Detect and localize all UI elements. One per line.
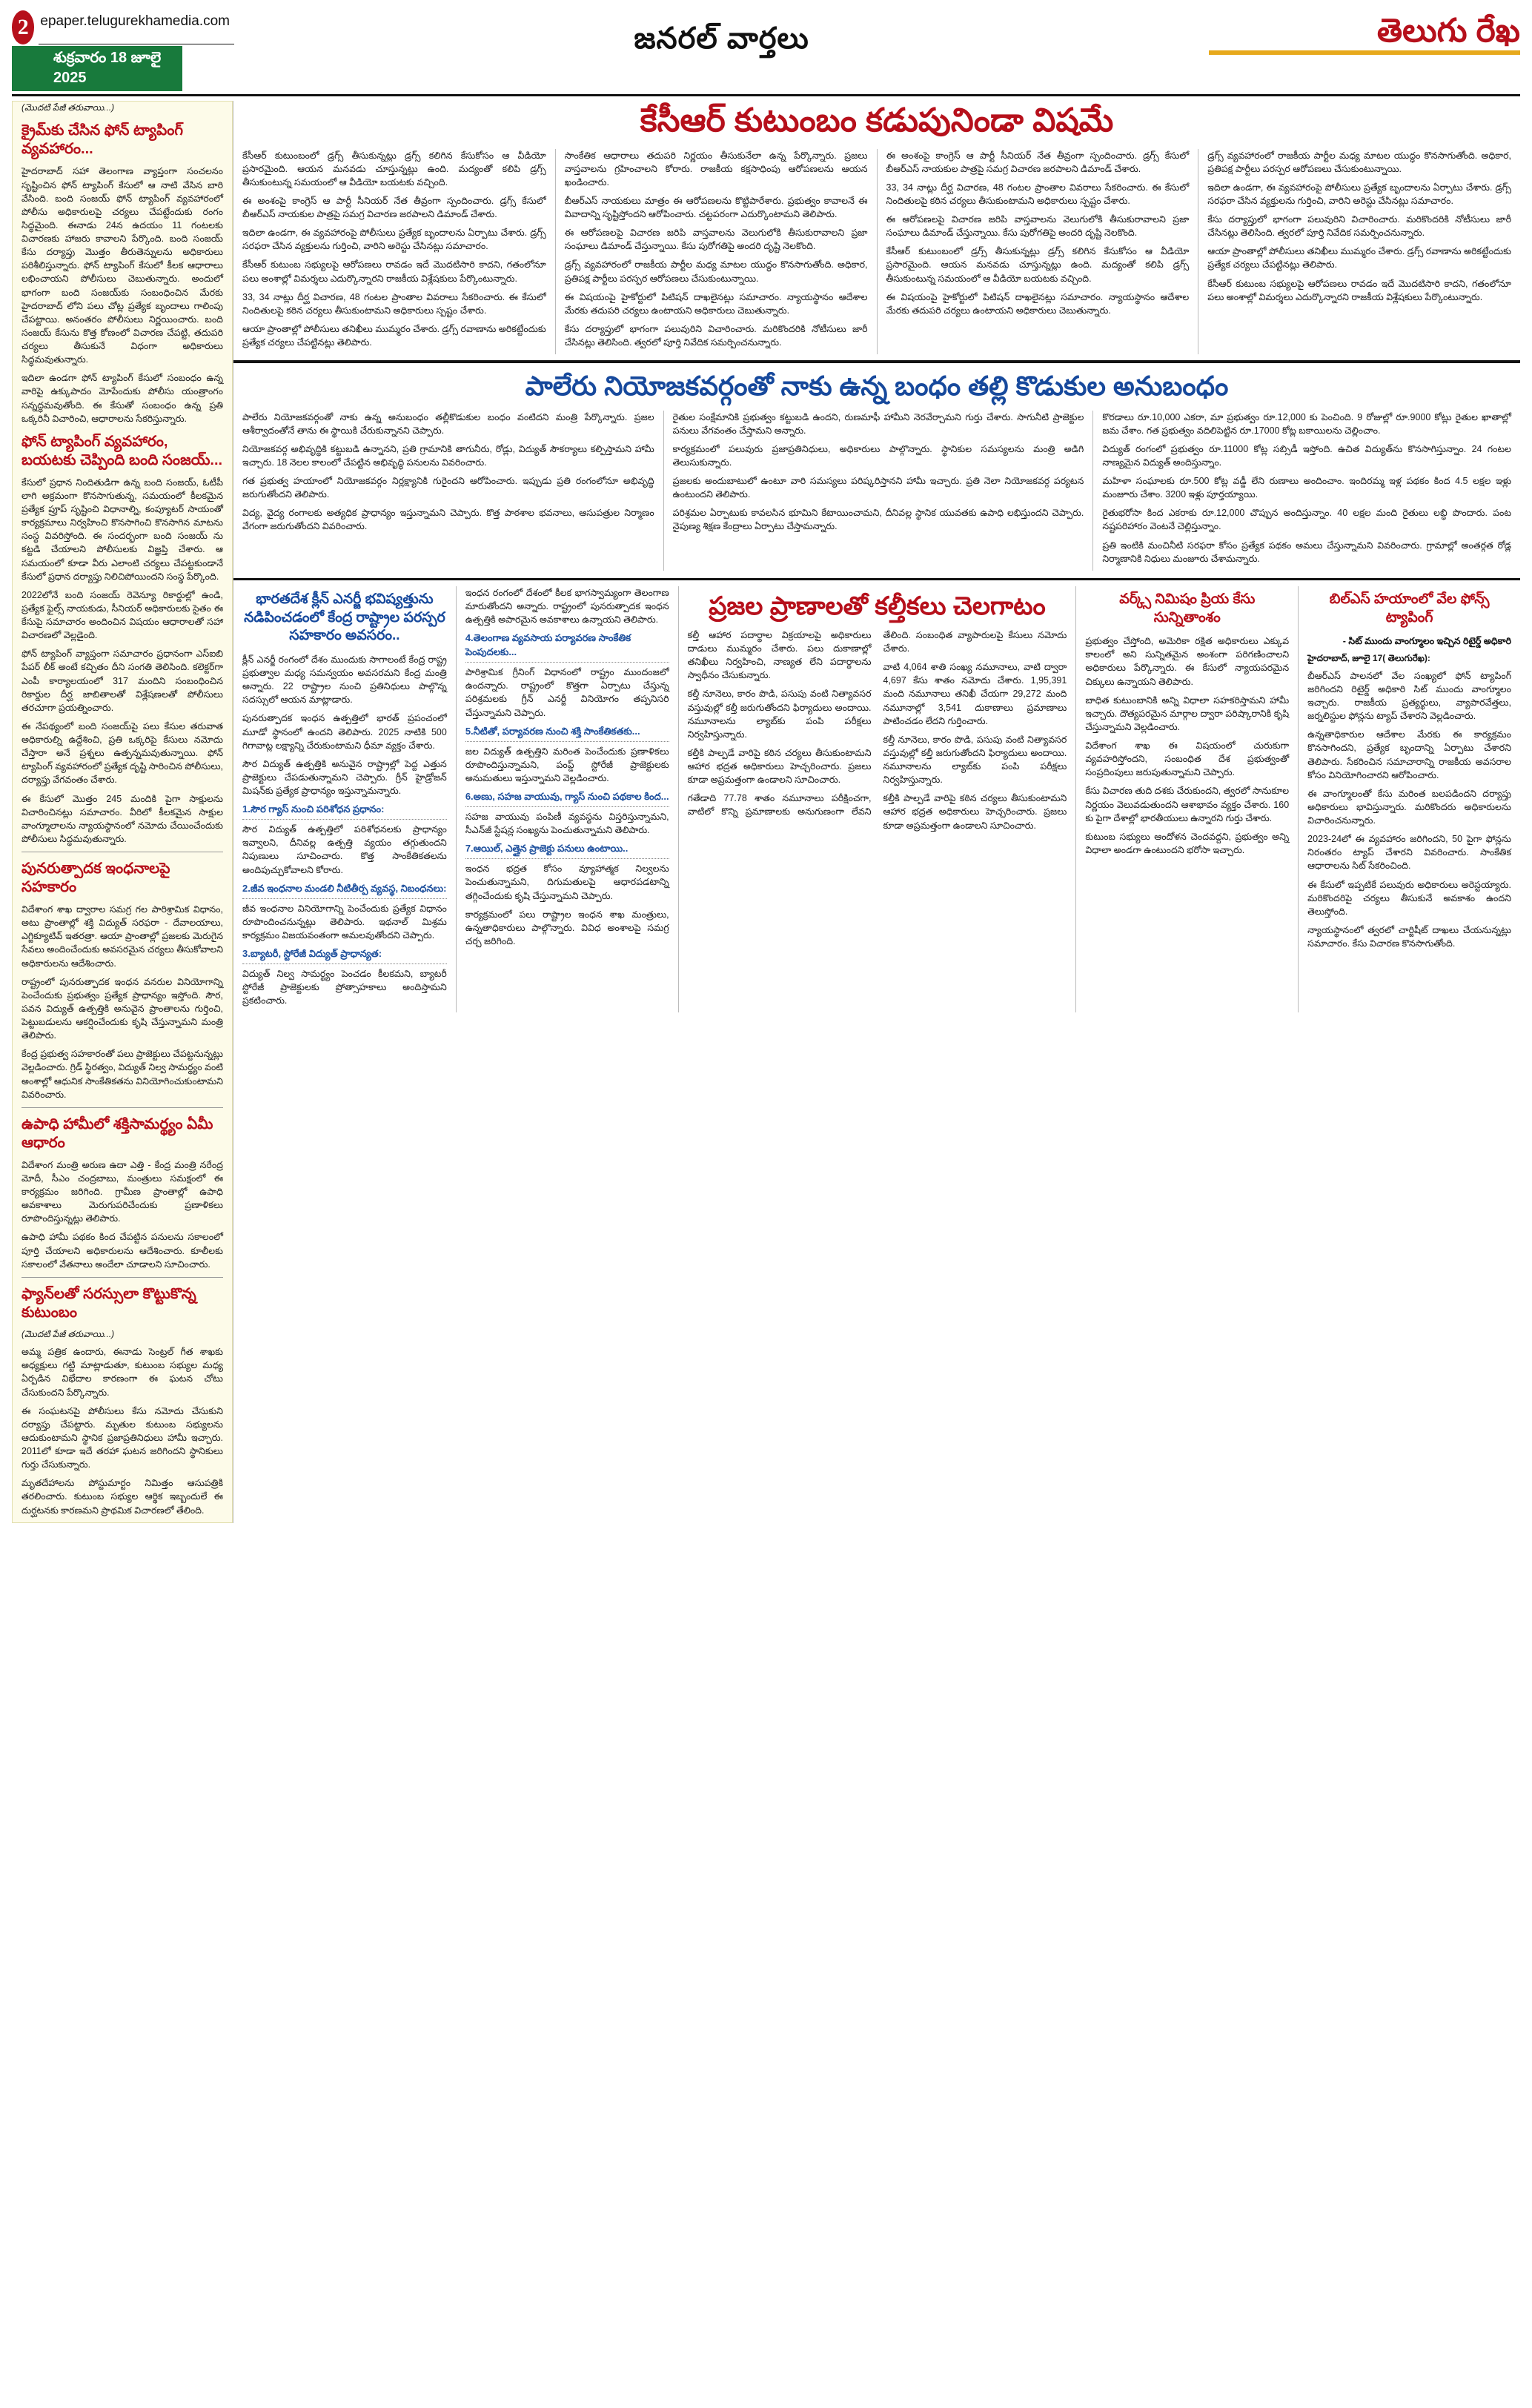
paragraph: కేసీఆర్ కుటుంబంలో డ్రగ్స్ తీసుకున్నట్లు డ్రగ్స్ కలిగిన కేసుకోసం ఆ వీడియో ప్రసారమైంది. ఆయన మనవడు చూస్తున్నట్లు ఉంది. మద్యంతో కలిపి డ్రగ్స్ తీసుకుంటున్న సమయంలో ఆ వీడియో బయటకు వచ్చింది. [242,150,546,188]
paragraph: ఆయా ప్రాంతాల్లో పోలీసులు తనిఖీలు ముమ్మరం చేశారు. డ్రగ్స్ రవాణాను అరికట్టేందుకు ప్రత్యేక చర్యలు చేపట్టినట్లు తెలిపారు. [242,323,546,348]
page-number-badge: 2 [12,10,34,44]
bullet-heading-4: 4.తెలంగాణ వ్యవసాయ పర్యావరణ సాంకేతిక పెంపుదలకు... [465,632,669,663]
paragraph: కేసు దర్యాప్తులో భాగంగా పలువురిని విచారించారు. మరికొందరికి నోటీసులు జారీ చేసినట్లు తెలిసింది. త్వరలో పూర్తి నివేదిక సమర్పించనున్నారు. [1207,214,1511,239]
section-divider-2 [233,578,1520,580]
paragraph: జీవ ఇంధనాల వినియోగాన్ని పెంచేందుకు ప్రత్యేక విధానం రూపొందించనున్నట్లు తెలిపారు. ఇథనాల్ మిశ్రమ కార్యక్రమం విజయవంతంగా అమలవుతోందని చెప్పారు. [242,903,447,941]
paragraph: ఈ కేసులో ఇప్పటికే పలువురు అధికారులు అరెస్టయ్యారు. మరికొందరిపై చర్యలు తీసుకునే అవకాశం ఉందని తెలుస్తోంది. [1307,879,1511,917]
lead-col-1 [233,149,555,355]
article-headline-phone-tapping: క్రైమ్‌కు చేసిన ఫోన్ ట్యాపింగ్ వ్యవహారం... [21,122,184,158]
dateline: హైదరాబాద్, జూలై 17( తెలుగురేఖ): [1307,653,1430,664]
edition-date: శుక్రవారం 18 జూలై 2025 [12,46,182,91]
paragraph: కొరడాలు రూ.10,000 ఎకరా, మా ప్రభుత్వం రూ.12,000 కు పెంచింది. 9 రోజుల్లో రూ.9000 కోట్లు రైతుల ఖాతాల్లో జమ చేశాం. గత ప్రభుత్వం వదిలిపెట్టిన రూ.17000 కోట్ల బకాయిలను చెల్లించాం. [1102,411,1512,436]
paragraph: రైతుభరోసా కింద ఎకరాకు రూ.12,000 చొప్పున అందిస్తున్నాం. 40 లక్షల మంది రైతులు లబ్ధి పొందారు. పంట నష్టపరిహారం వెంటనే చెల్లిస్తున్నాం. [1102,508,1512,532]
paragraph: సాంకేతిక ఆధారాలు తదుపరి నిర్ణయం తీసుకునేలా ఉన్న పేర్కొన్నారు. ప్రజలు వాస్తవాలను గ్రహించాలని కోరారు. రాజకీయ కక్షసాధింపు ఆరోపణలను ఆయన ఖండించారు. [564,150,868,188]
section-title: జనరల్ వార్తలు [634,22,809,55]
paragraph: ఈ విషయంపై హైకోర్టులో పిటిషన్ దాఖలైనట్లు సమాచారం. న్యాయస్థానం ఆదేశాల మేరకు తదుపరి చర్యలు ఉంటాయని అధికారులు చెబుతున్నారు. [564,291,868,316]
paragraph: ఫోన్ ట్యాపింగ్ వ్యాప్తంగా సమాచారం ప్రధానంగా ఎస్‌ఐబి పేపర్ లీక్ అంటే కచ్చితం దీని సంగతి తెలిసింది. కలెక్టర్‌గా ఎంపీ కార్యాలయంలో 317 మందిని సంబంధించిన రికార్డుల దీర్ఘ జాబితాలతో విశ్లేషణలతో పోలీసులు తరచూగా ప్రయత్నించారు. [21,649,223,713]
page-content [12,101,1520,1523]
adulteration-article [678,586,1076,1013]
divider [21,1277,223,1278]
adulteration-headline: ప్రజల ప్రాణాలతో కల్తీకలు చెలగాటం [709,591,1046,620]
paragraph: ప్రభుత్వం చేస్తోంది, అమెరికా రక్షిత అధికారులు ఎక్కువ కాలంలో అని సున్నితమైన అంశంగా పరిగణించాలని అధికారులు పేర్కొన్నారు. ఈ కేసులో న్యాయపరమైన చిక్కులు ఉన్నాయని తెలిపారు. [1085,636,1290,687]
epaper-url[interactable]: epaper.telugurekhamedia.com [39,10,234,44]
paragraph: కేసులో ప్రధాన నిందితుడిగా ఉన్న బంది సంజయ్, ఓటీపీ లాగి అక్రమంగా కొనసాగుతున్న, సమయంలో కీలకమైన ప్రత్యేక ప్రూప్ సృష్టించి విధానాల్ని, కంప్యూటర్ సాయంతో కార్యక్రమాలు నిర్వహించి కొనసాగించి కొనసాగిన మాటను సంస్థ వివరిస్తోంది. ఈ సందర్భంగా బంది సంజయ్ ను కట్టడి చేయాలని పోలీసులకు విజ్ఞప్తి చేశారు. ఆ సమయంలో కూడా వీరు ఎలాంటి చర్యలు చేపట్టకుండానే కేసులో ప్రధాన దర్యాప్తు నిలిచిపోయిందని సంస్థ పేర్కొంది. [21,477,223,582]
paragraph: 33, 34 నాట్లు దీర్ఘ విచారణ, 48 గంటల ప్రాంతాల వివరాలు సేకరించారు. ఈ కేసులో నిందితులపై కఠిన చర్యలు తీసుకుంటామని అధికారులు స్పష్టం చేశారు. [242,291,546,316]
paragraph: ఉపాధి హామీ పథకం కింద చేపట్టిన పనులను సకాలంలో పూర్తి చేయాలని అధికారులను ఆదేశించారు. కూలీలకు సకాలంలో వేతనాలు అందేలా చూడాలని సూచించారు. [21,1232,223,1270]
brand-logo: తెలుగు రేఖ [1376,13,1520,49]
article-headline-employment-guarantee: ఉపాధి హామీలో శక్తిసామర్థ్యం ఏమీ ఆధారం [21,1115,213,1151]
paragraph: ఇదిలా ఉండగా, ఈ వ్యవహారంపై పోలీసులు ప్రత్యేక బృందాలను ఏర్పాటు చేశారు. డ్రగ్స్ సరఫరా చేసిన వ్యక్తులను గుర్తించి, వారిని అరెస్టు చేసినట్లు సమాచారం. [242,228,546,252]
divider [21,1107,223,1108]
mid-section [233,586,1520,1013]
paragraph: కేంద్ర ప్రభుత్వ సహకారంతో పలు ప్రాజెక్టులు చేపట్టనున్నట్లు వెల్లడించారు. గ్రిడ్ స్థిరత్వం, విద్యుత్ నిల్వ సామర్థ్యం వంటి అంశాల్లో ఆధునిక సాంకేతికతను వినియోగించుకుంటామని వివరించారు. [21,1049,223,1100]
bullet-heading-6: 6.అణు, సహజ వాయువు, గ్యాస్ నుంచి పథకాల కింద... [465,791,669,807]
paragraph: జల విద్యుత్ ఉత్పత్తిని మరింత పెంచేందుకు ప్రణాళికలు రూపొందిస్తున్నామని, పంప్డ్ స్టోరేజీ ప్రాజెక్టులకు అనుమతులు ఇస్తున్నామని వెల్లడించారు. [465,746,669,783]
paragraph: విదేశాంగ శాఖ ద్వారాల సమగ్ర గల పారిశ్రామిక విధానం, అటు ప్రాంతాల్లో శక్తి విద్యుత్ సరఫరా - దేవాలయాలు, ఎగ్జిక్యూటివ్ ఇతరత్రా. ఆయా ప్రాంతాల్లో ప్రజలకు మెరుగైన సేవలు అందించేందుకు అవసరమైన చర్యలు తీసుకోవాలని అధికారులను ఆదేశించారు. [21,904,223,969]
paragraph: ఇంధన రంగంలో దేశంలో కీలక భాగస్వామ్యంగా తెలంగాణ మారుతోందని అన్నారు. రాష్ట్రంలో పునరుత్పాదక ఇంధన ఉత్పత్తికి అపారమైన అవకాశాలు ఉన్నాయని తెలిపారు. [465,587,669,626]
paragraph: ఈ అంశంపై కాంగ్రెస్ ఆ పార్టీ సీనియర్ నేత తీవ్రంగా స్పందించారు. డ్రగ్స్ కేసులో బీఆర్ఎస్ నాయకుల పాత్రపై సమగ్ర విచారణ జరపాలని డిమాండ్ చేశారు. [886,150,1190,174]
second-col-3 [1092,411,1520,571]
paragraph: కేసు దర్యాప్తులో భాగంగా పలువురిని విచారించారు. మరికొందరికి నోటీసులు జారీ చేసినట్లు తెలిసింది. త్వరలో పూర్తి నివేదిక సమర్పించనున్నారు. [564,323,868,348]
paragraph: పాలేరు నియోజకవర్గంతో నాకు ఉన్న అనుబంధం తల్లీకొడుకుల బంధం వంటిదని మంత్రి పేర్కొన్నారు. ప్రజల ఆశీర్వాదంతోనే తాను ఈ స్థాయికి చేరుకున్నానని చెప్పారు. [242,411,654,436]
bullet-heading-1: 1.సౌర గ్యాస్ నుంచి పరిశోధన ప్రధానం: [242,803,447,820]
paragraph: అమ్మ పత్రిక ఉందారు, ఈనాడు సెంట్రల్ గీత శాఖకు అధ్యక్షులు గట్టి మాట్లాడుతూ, కుటుంబ సభ్యుల మధ్య ఏర్పడిన విభేదాల కారణంగా ఈ ఘటన చోటు చేసుకుందని పేర్కొన్నారు. [21,1347,223,1398]
lead-col-3 [877,149,1198,355]
adulteration-body [688,628,1067,832]
paragraph: కల్తీ ఆహార పదార్థాల విక్రయాలపై అధికారులు దాడులు ముమ్మరం చేశారు. పలు దుకాణాల్లో తనిఖీలు నిర్వహించి, నాణ్యత లేని పదార్థాలను స్వాధీనం చేసుకున్నారు. [687,629,872,681]
paragraph: ఈ సంఘటనపై పోలీసులు కేసు నమోదు చేసుకుని దర్యాప్తు చేపట్టారు. మృతుల కుటుంబ సభ్యులను ఆదుకుంటామని స్థానిక ప్రజాప్రతినిధులు హామీ ఇచ్చారు. 2011లో కూడా ఇదే తరహా ఘటన జరిగిందని స్థానికులు గుర్తు చేసుకున్నారు. [21,1405,223,1470]
paragraph: మహిళా సంఘాలకు రూ.500 కోట్ల వడ్డీ లేని రుణాలు అందించాం. ఇందిరమ్మ ఇళ్ల పథకం కింద 4.5 లక్షల ఇళ్లు మంజూరు చేశాం. 3200 ఇళ్లు పూర్తయ్యాయి. [1102,476,1512,500]
paragraph: కల్తీ నూనెలు, కారం పొడి, పసుపు వంటి నిత్యావసర వస్తువుల్లో కల్తీ జరుగుతోందని ఫిర్యాదులు అందాయి. నమూనాలను ల్యాబ్‌కు పంపి పరీక్షలు నిర్వహిస్తున్నారు. [687,689,872,740]
paragraph: 2023-24లో ఈ వ్యవహారం జరిగిందని, 50 పైగా ఫోన్లను నిరంతరం ట్యాప్ చేశారని వివరించారు. సాంకేతిక ఆధారాలను సిట్ సేకరించింది. [1307,834,1511,872]
bullet-heading-5: 5.నీటితో, పర్యావరణ నుంచి శక్తి సాంకేతికతకు... [465,726,669,742]
paragraph: ఇదిలా ఉండగా, ఈ వ్యవహారంపై పోలీసులు ప్రత్యేక బృందాలను ఏర్పాటు చేశారు. డ్రగ్స్ సరఫరా చేసిన వ్యక్తులను గుర్తించి, వారిని అరెస్టు చేసినట్లు సమాచారం. [1207,182,1511,206]
clean-energy-article [233,586,456,1013]
paragraph: ఈ ఆరోపణలపై విచారణ జరిపి వాస్తవాలను వెలుగులోకి తీసుకురావాలని ప్రజా సంఘాలు డిమాండ్ చేస్తున్నాయి. కేసు పురోగతిపై అందరి దృష్టి నెలకొంది. [564,228,868,252]
column-left [12,101,233,1523]
paragraph: విద్య, వైద్య రంగాలకు అత్యధిక ప్రాధాన్యం ఇస్తున్నామని చెప్పారు. కొత్త పాఠశాల భవనాలు, ఆసుపత్రుల నిర్మాణం వేగంగా జరుగుతోందని వివరించారు. [242,508,654,532]
paragraph: ఈ విషయంపై హైకోర్టులో పిటిషన్ దాఖలైనట్లు సమాచారం. న్యాయస్థానం ఆదేశాల మేరకు తదుపరి చర్యలు ఉంటాయని అధికారులు చెబుతున్నారు. [886,291,1190,316]
bullet-heading-7: 7.ఆయిల్, ఎత్తైన ప్రాజెక్టు పనులు ఉంటాయి.. [465,843,669,859]
paragraph: సహజ వాయువు పంపిణీ వ్యవస్థను విస్తరిస్తున్నామని, సీఎన్‌జీ స్టేషన్ల సంఖ్యను పెంచుతున్నామని తెలిపారు. [465,812,669,836]
continuation-note: (మొదటి పేజీ తరువాయి...) [21,102,115,113]
paragraph: పరిశ్రమల ఏర్పాటుకు కావలసిన భూమిని కేటాయించామని, దీనివల్ల స్థానిక యువతకు ఉపాధి లభిస్తుందని చెప్పారు. నైపుణ్య శిక్షణ కేంద్రాలు ఏర్పాటు చేస్తామన్నారు. [672,508,1084,532]
paragraph: విదేశాంగ శాఖ ఈ విషయంలో చురుకుగా వ్యవహరిస్తోందని, సంబంధిత దేశ ప్రభుత్వంతో సంప్రదింపులు జరుపుతున్నామని చెప్పారు. [1085,740,1290,778]
paragraph: కల్తీ నూనెలు, కారం పొడి, పసుపు వంటి నిత్యావసర వస్తువుల్లో కల్తీ జరుగుతోందని ఫిర్యాదులు అందాయి. నమూనాలను ల్యాబ్‌కు పంపి పరీక్షలు నిర్వహిస్తున్నారు. [883,734,1067,786]
paragraph: విదేశాంగ మంత్రి అరుణ ఉదా ఎత్తి - కేంద్ర మంత్రి నరేంద్ర మోదీ, సీఎం చంద్రబాబు, మంత్రులు సమక్షంలో ఈ కార్యక్రమం జరిగింది. గ్రామీణ ప్రాంతాల్లో ఉపాధి అవకాశాలు మెరుగుపరిచేందుకు ప్రణాళికలు రూపొందిస్తున్నట్లు తెలిపారు. [21,1159,223,1224]
nimisha-priya-article [1075,586,1298,1013]
paragraph: కుటుంబ సభ్యులు ఆందోళన చెందవద్దని, ప్రభుత్వం అన్ని విధాలా అండగా ఉంటుందని భరోసా ఇచ్చారు. [1085,831,1290,855]
paragraph: కల్తీకి పాల్పడే వారిపై కఠిన చర్యలు తీసుకుంటామని ఆహార భద్రత అధికారులు హెచ్చరించారు. ప్రజలు కూడా అప్రమత్తంగా ఉండాలని సూచించారు. [687,747,872,786]
brand-rule [1209,50,1520,55]
brs-tapping-headline: బిల్‌ఎస్ హయాంలో వేల ఫోన్స్ ట్యాపింగ్ [1329,591,1490,626]
paragraph: విద్యుత్ నిల్వ సామర్థ్యం పెంచడం కీలకమని, బ్యాటరీ స్టోరేజీ ప్రాజెక్టులకు ప్రోత్సాహకాలు అందిస్తామని ప్రకటించారు. [242,969,447,1006]
second-col-2 [663,411,1093,571]
section-title-block [234,10,1209,63]
lead-col-2 [555,149,877,355]
paragraph: బీఆర్ఎస్ నాయకులు మాత్రం ఈ ఆరోపణలను కొట్టిపారేశారు. ప్రభుత్వం కావాలనే ఈ వివాదాన్ని సృష్టిస్తోందని ఆరోపించారు. చట్టపరంగా ఎదుర్కొంటామని తెలిపారు. [564,195,868,220]
paragraph: పారిశ్రామిక గ్రీనింగ్ విధానంలో రాష్ట్రం ముందంజలో ఉందన్నారు. రాష్ట్రంలో కొత్తగా ఏర్పాటు చేస్తున్న పరిశ్రమలకు గ్రీన్ ఎనర్జీ వినియోగం తప్పనిసరి చేస్తున్నామని చెప్పారు. [465,667,669,718]
paragraph: పునరుత్పాదక ఇంధన ఉత్పత్తిలో భారత్ ప్రపంచంలో మూడో స్థానంలో ఉందని తెలిపారు. 2025 నాటికి 500 గిగావాట్ల లక్ష్యాన్ని చేరుకుంటామని ధీమా వ్యక్తం చేశారు. [242,713,447,751]
paragraph: గత ప్రభుత్వ హయాంలో నియోజకవర్గం నిర్లక్ష్యానికి గురైందని ఆరోపించారు. ఇప్పుడు ప్రతి రంగంలోనూ అభివృద్ధి జరుగుతోందని తెలిపారు. [242,476,654,500]
article-headline-renewable-energy: పునరుత్పాదక ఇంధనాలపై సహకారం [21,860,170,896]
paragraph: వాటి 4,064 శాతి సంఖ్య నమూనాలు, వాటి ద్వారా 4,697 కేసు శాతం నమోదు చేశారు. 1,95,391 మంది నమూనాలు తనిఖీ చేయగా 29,272 మంది నమూనాల్లో 3,541 దుకాణాలు ప్రమాణాలు పాటించడం లేదని గుర్తించారు. [883,662,1067,726]
paragraph: కార్యక్రమంలో పలువురు ప్రజాప్రతినిధులు, అధికారులు పాల్గొన్నారు. స్థానికుల సమస్యలను మంత్రి అడిగి తెలుసుకున్నారు. [672,443,1084,468]
paragraph: క్లీన్ ఎనర్జీ రంగంలో దేశం ముందుకు సాగాలంటే కేంద్ర రాష్ట్ర ప్రభుత్వాల మధ్య సమన్వయం అవసరమని కేంద్ర మంత్రి అన్నారు. 22 రాష్ట్రాల నుంచి ప్రతినిధులు పాల్గొన్న సదస్సులో ఆయన మాట్లాడారు. [242,654,447,706]
page-number-block [12,10,234,91]
second-col-1 [233,411,663,571]
paragraph: ఆయా ప్రాంతాల్లో పోలీసులు తనిఖీలు ముమ్మరం చేశారు. డ్రగ్స్ రవాణాను అరికట్టేందుకు ప్రత్యేక చర్యలు చేపట్టినట్లు తెలిపారు. [1207,246,1511,271]
paragraph: ఉన్నతాధికారుల ఆదేశాల మేరకు ఈ కార్యక్రమం కొనసాగిందని, ప్రత్యేక బృందాన్ని ఏర్పాటు చేశారని తెలిపారు. సేకరించిన సమాచారాన్ని రాజకీయ అవసరాల కోసం వినియోగించారని ఆరోపించారు. [1307,729,1511,780]
paragraph: రాష్ట్రంలో పునరుత్పాదక ఇంధన వనరుల వినియోగాన్ని పెంచేందుకు ప్రభుత్వం ప్రత్యేక ప్రాధాన్యం ఇస్తోంది. సౌర, పవన విద్యుత్ ఉత్పత్తికి అనువైన ప్రాంతాలను గుర్తించి, పెట్టుబడులను ఆకర్షించేందుకు కృషి చేస్తున్నామని మంత్రి తెలిపారు. [21,976,223,1041]
paragraph: కేసు విచారణ తుది దశకు చేరుకుందని, త్వరలో సానుకూల నిర్ణయం వెలువడుతుందని ఆశాభావం వ్యక్తం చేశారు. 160 కు పైగా దేశాల్లో భారతీయులు ఉన్నారని గుర్తు చేశారు. [1085,786,1290,823]
bullet-heading-2: 2.జీవ ఇంధనాల మండలి నీటితీర్ప వ్యవస్థ, నిబంధనలు: [242,883,447,899]
paragraph: ప్రజలకు అందుబాటులో ఉంటూ వారి సమస్యలు పరిష్కరిస్తానని హామీ ఇచ్చారు. ప్రతి నెలా నియోజకవర్గ పర్యటన ఉంటుందని తెలిపారు. [672,476,1084,500]
paragraph: 33, 34 నాట్లు దీర్ఘ విచారణ, 48 గంటల ప్రాంతాల వివరాలు సేకరించారు. ఈ కేసులో నిందితులపై కఠిన చర్యలు తీసుకుంటామని అధికారులు స్పష్టం చేశారు. [886,182,1190,206]
paragraph: నియోజకవర్గ అభివృద్ధికి కట్టుబడి ఉన్నానని, ప్రతి గ్రామానికి తాగునీరు, రోడ్లు, విద్యుత్ సౌకర్యాలు కల్పిస్తామని హామీ ఇచ్చారు. 18 నెలల కాలంలో చేపట్టిన అభివృద్ధి పనులను వివరించారు. [242,443,654,468]
paragraph: గతేడాది 77.78 శాతం నమూనాలు పరీక్షించగా, వాటిలో కొన్ని ప్రమాణాలకు అనుగుణంగా లేవని తేలింది. సంబంధిత వ్యాపారులపై కేసులు నమోదు చేశారు. [687,629,1067,817]
paragraph: రైతుల సంక్షేమానికి ప్రభుత్వం కట్టుబడి ఉందని, రుణమాఫీ హామీని నెరవేర్చామని గుర్తు చేశారు. సాగునీటి ప్రాజెక్టుల పనులు వేగవంతం చేస్తామని అన్నారు. [672,411,1084,436]
bullet-heading-3: 3.బ్యాటరీ, స్టోరేజీ విద్యుత్ ప్రాధాన్యత: [242,948,447,964]
paragraph: ఇదిలా ఉండగా ఫోన్ ట్యాపింగ్ కేసులో సంబంధం ఉన్న వారిపై ఉక్కుపాదం మోపేందుకు పోలీసు యంత్రాంగం సన్నద్ధమవుతోంది. ఈ కేసుతో సంబంధం ఉన్న ప్రతి ఒక్కరినీ విచారించి, ఆధారాలను సేకరిస్తున్నారు. [21,373,223,424]
paragraph: న్యాయస్థానంలో త్వరలో చార్జిషీట్ దాఖలు చేయనున్నట్లు సమాచారం. కేసు విచారణ కొనసాగుతోంది. [1307,924,1511,949]
paragraph: డ్రగ్స్ వ్యవహారంలో రాజకీయ పార్టీల మధ్య మాటల యుద్ధం కొనసాగుతోంది. అధికార, ప్రతిపక్ష పార్టీలు పరస్పర ఆరోపణలు చేసుకుంటున్నాయి. [564,259,868,284]
paragraph: హైదరాబాద్ సహా తెలంగాణ వ్యాప్తంగా సంచలనం సృష్టించిన ఫోన్ ట్యాపింగ్ కేసులో ఆ నాటి వేసిన బారి వేసింది. బంది సంజయ్ ఫోన్ ట్యాపింగ్ వ్యవహారంలో పోలీసు అధికారులపై చర్యలు చేపట్టేందుకు రంగం సిద్ధమైంది. ఈనాడు 24న ఉదయం 11 గంటలకు విచారణకు హాజరు కావాలని పేర్కొంది. బంది సంజయ్ కేసు దర్యాప్తు మొత్తం తీరుతెన్నులను అధికారులు పరిశీలిస్తున్నారు. ఫోన్ ట్యాపింగ్ కేసులో కీలక ఆధారాలు లభించాయని పోలీసులు చెబుతున్నారు. అందులో భాగంగా బంది సంజయ్‌కు సంబంధించిన మేరకు హైదరాబాద్ లోని పలు చోట్ల ప్రత్యేక బృందాలు గాలింపు చేపట్టాయి. అనంతరం పోలీసులు నిర్ణయించారు. బంది సంజయ్ కేసును కొత్త కోణంలో విచారణ చేపట్టి, తదుపరి చర్యలు తీసుకునే విధంగా అధికారులు సిద్ధమవుతున్నారు. [21,166,223,365]
section-divider [233,360,1520,363]
lead-headline: కేసీఆర్ కుటుంబం కడుపునిండా విషమే [640,102,1114,139]
paragraph: కేసీఆర్ కుటుంబ సభ్యులపై ఆరోపణలు రావడం ఇదే మొదటిసారి కాదని, గతంలోనూ పలు అంశాల్లో విమర్శలు ఎదుర్కొన్నారని రాజకీయ విశ్లేషకులు పేర్కొంటున్నారు. [1207,278,1511,302]
clean-energy-headline: భారతదేశ క్లీన్ ఎనర్జీ భవిష్యత్తును నడిపించడంలో కేంద్ర రాష్ట్రాల పరస్పర సహకారం అవసరం.. [244,591,445,644]
article-subhead-bandi-sanjay: ఫోన్ ట్యాపింగ్ వ్యవహారం, బయటకు చెప్పింది బంది సంజయ్... [21,433,223,468]
paragraph: సౌర విద్యుత్ ఉత్పత్తిలో పరిశోధనలకు ప్రాధాన్యం ఇవ్వాలని, దీనివల్ల ఉత్పత్తి వ్యయం తగ్గుతుందని నిపుణులు సూచించారు. కొత్త సాంకేతికతలను అందిపుచ్చుకోవాలని కోరారు. [242,824,447,875]
paragraph: బాధిత కుటుంబానికి అన్ని విధాలా సహకరిస్తామని హామీ ఇచ్చారు. దౌత్యపరమైన మార్గాల ద్వారా పరిష్కారానికి కృషి చేస్తున్నామని వెల్లడించారు. [1085,694,1290,732]
brand-block [1209,10,1520,55]
paragraph: మృతదేహాలను పోస్టుమార్టం నిమిత్తం ఆసుపత్రికి తరలించారు. కుటుంబ సభ్యుల ఆర్థిక ఇబ్బందులే ఈ దుర్ఘటనకు కారణమని ప్రాథమిక విచారణలో తేలింది. [21,1478,223,1516]
paragraph: ఇంధన భద్రత కోసం వ్యూహాత్మక నిల్వలను పెంచుతున్నామని, దిగుమతులపై ఆధారపడటాన్ని తగ్గించేందుకు కృషి చేస్తున్నామని చెప్పారు. [465,863,669,901]
paragraph: ఈ నేపథ్యంలో బంది సంజయ్‌పై పలు కేసుల తరువాత అధికారుల్ని ఉద్దేశించి, ప్రతి ఒక్కరిపై కేసులు నమోదు చేస్తారా అనే ప్రశ్నలు ఉత్పన్నమవుతున్నాయి. ఫోన్ ట్యాపింగ్ వ్యవహారంలో ప్రత్యేక దృష్టి సారించిన పోలీసులు, దర్యాప్తు వేగవంతం చేశారు. [21,720,223,786]
paragraph: బీఆర్ఎస్ పాలనలో వేల సంఖ్యలో ఫోన్ ట్యాపింగ్ జరిగిందని రిటైర్డ్ అధికారి సిట్ ముందు వాంగ్మూలం ఇచ్చారు. రాజకీయ ప్రత్యర్థులు, వ్యాపారవేత్తలు, జర్నలిస్టుల ఫోన్లను ట్యాప్ చేశారని వెల్లడించారు. [1307,670,1511,722]
paragraph: ఈ కేసులో మొత్తం 245 మందికి పైగా సాక్షులను విచారించినట్లు సమాచారం. వీరిలో కీలకమైన సాక్షుల వాంగ్మూలాలను న్యాయస్థానంలో నమోదు చేయించేందుకు పోలీసులు సిద్ధమవుతున్నారు. [21,793,223,844]
continuation-note-2: (మొదటి పేజీ తరువాయి...) [21,1328,115,1339]
paragraph: విద్యుత్ రంగంలో ప్రభుత్వం రూ.11000 కోట్ల సబ్సిడీ ఇస్తోంది. ఉచిత విద్యుత్‌ను కొనసాగిస్తున్నాం. 24 గంటల నాణ్యమైన విద్యుత్ అందిస్తున్నాం. [1102,443,1512,468]
paragraph: 2022లోనే బంది సంజయ్ రెవెన్యూ రికార్డుల్లో ఉండి, ప్రత్యేక ఫైల్స్ నాయకుడు, సీనియర్ అధికారులకు సైతం ఈ కేసుపై సమాచారం అందించిన విషయం ఆధారాలతో సహా విచారణలో వెల్లడైంది. [21,589,223,641]
paragraph: ఈ వాంగ్మూలంతో కేసు మరింత బలపడిందని దర్యాప్తు అధికారులు భావిస్తున్నారు. మరికొందరు అధికారులను విచారించనున్నారు. [1307,788,1511,826]
lead-story-columns [233,149,1520,355]
byline: - సిట్ ముందు వాంగ్మూలం ఇచ్చిన రిటైర్డ్ అధికారి [1342,636,1511,647]
masthead [12,10,1520,96]
paragraph: కార్యక్రమంలో పలు రాష్ట్రాల ఇంధన శాఖ మంత్రులు, ఉన్నతాధికారులు పాల్గొన్నారు. వివిధ అంశాలపై సమగ్ర చర్చ జరిగింది. [465,909,669,946]
paragraph: డ్రగ్స్ వ్యవహారంలో రాజకీయ పార్టీల మధ్య మాటల యుద్ధం కొనసాగుతోంది. అధికార, ప్రతిపక్ష పార్టీలు పరస్పర ఆరోపణలు చేసుకుంటున్నాయి. [1207,150,1511,174]
paragraph: ఈ ఆరోపణలపై విచారణ జరిపి వాస్తవాలను వెలుగులోకి తీసుకురావాలని ప్రజా సంఘాలు డిమాండ్ చేస్తున్నాయి. కేసు పురోగతిపై అందరి దృష్టి నెలకొంది. [886,214,1190,239]
nimisha-priya-headline: వర్క్స్ నిమిషం ప్రియ కేసు సున్నితాంశం [1119,591,1256,626]
paragraph: ఈ అంశంపై కాంగ్రెస్ ఆ పార్టీ సీనియర్ నేత తీవ్రంగా స్పందించారు. డ్రగ్స్ కేసులో బీఆర్ఎస్ నాయకుల పాత్రపై సమగ్ర విచారణ జరపాలని డిమాండ్ చేశారు. [242,195,546,220]
lead-col-4 [1198,149,1520,355]
paragraph: సౌర విద్యుత్ ఉత్పత్తికి అనువైన రాష్ట్రాల్లో పెద్ద ఎత్తున ప్రాజెక్టులు చేపడుతున్నామని చెప్పారు. గ్రీన్ హైడ్రోజన్ మిషన్‌కు ప్రత్యేక ప్రాధాన్యం ఇస్తున్నామన్నారు. [242,758,447,797]
paragraph: ప్రతి ఇంటికి మంచినీటి సరఫరా కోసం ప్రత్యేక పథకం అమలు చేస్తున్నామని వివరించారు. గ్రామాల్లో అంతర్గత రోడ్ల నిర్మాణానికి నిధులు మంజూరు చేశామన్నారు. [1102,540,1512,564]
second-story-columns [233,411,1520,571]
energy-points-article [456,586,678,1013]
paragraph: కల్తీకి పాల్పడే వారిపై కఠిన చర్యలు తీసుకుంటామని ఆహార భద్రత అధికారులు హెచ్చరించారు. ప్రజలు కూడా అప్రమత్తంగా ఉండాలని సూచించారు. [883,793,1067,831]
article-headline-family-tragedy: ఫ్యాన్‌లతో సరస్సులా కొట్టుకొన్న కుటుంబం [21,1285,196,1321]
brs-phone-tapping-article [1298,586,1520,1013]
second-headline: పాలేరు నియోజకవర్గంతో నాకు ఉన్న బంధం తల్లి కొడుకుల అనుబంధం [525,371,1229,402]
column-main [233,101,1520,1523]
paragraph: కేసీఆర్ కుటుంబ సభ్యులపై ఆరోపణలు రావడం ఇదే మొదటిసారి కాదని, గతంలోనూ పలు అంశాల్లో విమర్శలు ఎదుర్కొన్నారని రాజకీయ విశ్లేషకులు పేర్కొంటున్నారు. [242,259,546,284]
paragraph: కేసీఆర్ కుటుంబంలో డ్రగ్స్ తీసుకున్నట్లు డ్రగ్స్ కలిగిన కేసుకోసం ఆ వీడియో ప్రసారమైంది. ఆయన మనవడు చూస్తున్నట్లు ఉంది. మద్యంతో కలిపి డ్రగ్స్ తీసుకుంటున్న సమయంలో ఆ వీడియో బయటకు వచ్చింది. [886,246,1190,284]
